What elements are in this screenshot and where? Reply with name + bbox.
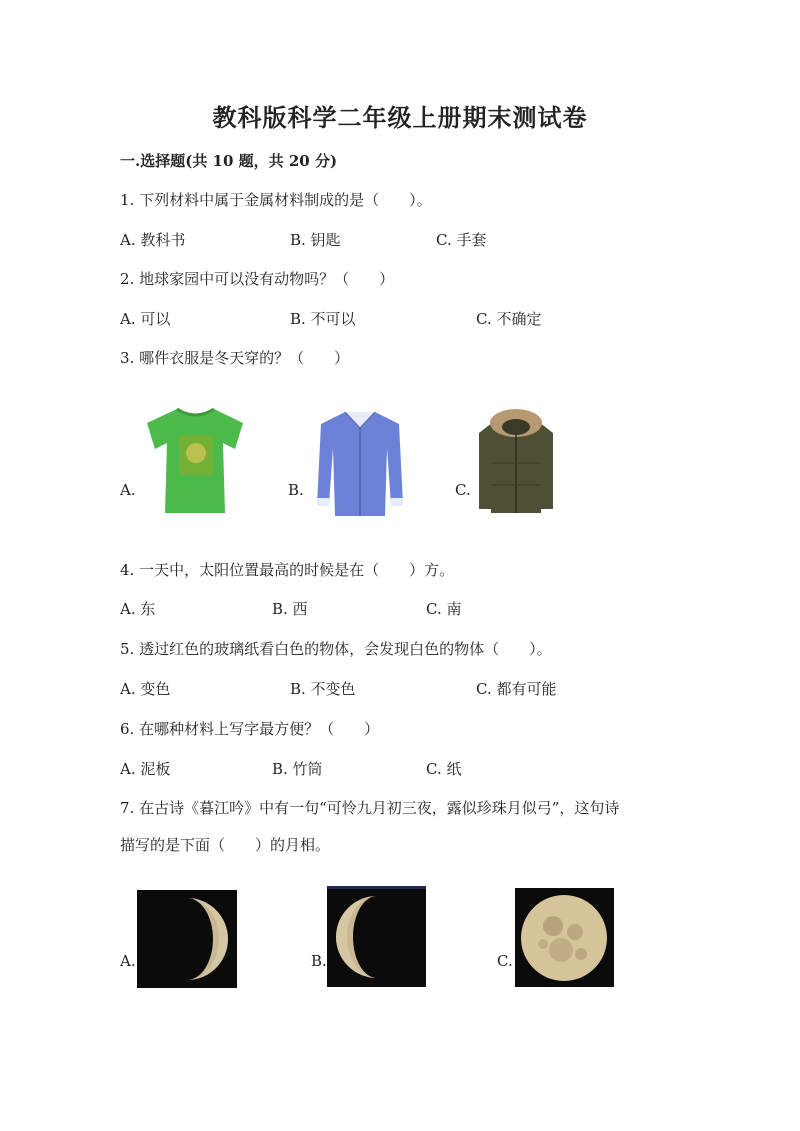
q6-option-a[interactable]: A. 泥板 bbox=[120, 760, 171, 778]
q1-option-a[interactable]: A. 教科书 bbox=[120, 231, 186, 249]
q3-option-b[interactable]: B. bbox=[288, 481, 304, 499]
question-2: 2. 地球家园中可以没有动物吗？（ ） bbox=[120, 270, 395, 288]
tshirt-image bbox=[143, 405, 248, 517]
question-4: 4. 一天中，太阳位置最高的时候是在（ ）方。 bbox=[120, 561, 455, 579]
question-7-line-2: 描写的是下面（ ）的月相。 bbox=[120, 836, 331, 854]
question-6: 6. 在哪种材料上写字最方便？（ ） bbox=[120, 720, 380, 738]
q7-option-c[interactable]: C. bbox=[497, 952, 513, 970]
q4-option-c[interactable]: C. 南 bbox=[426, 600, 462, 618]
q7-option-b[interactable]: B. bbox=[311, 952, 327, 970]
question-3: 3. 哪件衣服是冬天穿的？（ ） bbox=[120, 349, 350, 367]
q6-option-c[interactable]: C. 纸 bbox=[426, 760, 462, 778]
moon-crescent-right-image bbox=[137, 890, 237, 988]
page-title: 教科版科学二年级上册期末测试卷 bbox=[212, 103, 588, 132]
moon-crescent-left-image bbox=[327, 886, 426, 987]
full-moon-image bbox=[515, 888, 614, 987]
q2-option-b[interactable]: B. 不可以 bbox=[290, 310, 356, 328]
question-5: 5. 透过红色的玻璃纸看白色的物体，会发现白色的物体（ ）。 bbox=[120, 640, 552, 658]
q6-option-b[interactable]: B. 竹筒 bbox=[272, 760, 323, 778]
q5-option-c[interactable]: C. 都有可能 bbox=[476, 680, 557, 698]
q2-option-a[interactable]: A. 可以 bbox=[120, 310, 171, 328]
q1-option-c[interactable]: C. 手套 bbox=[436, 231, 487, 249]
q5-option-b[interactable]: B. 不变色 bbox=[290, 680, 356, 698]
section-heading: 一.选择题(共 10 题，共 20 分) bbox=[120, 152, 338, 170]
question-1: 1. 下列材料中属于金属材料制成的是（ ）。 bbox=[120, 191, 432, 209]
q4-option-a[interactable]: A. 东 bbox=[120, 600, 156, 618]
q4-option-b[interactable]: B. 西 bbox=[272, 600, 308, 618]
q1-option-b[interactable]: B. 钥匙 bbox=[290, 231, 341, 249]
shirt-image bbox=[315, 408, 405, 518]
winter-coat-image bbox=[475, 405, 557, 517]
question-7: 7. 在古诗《暮江吟》中有一句“可怜九月初三夜，露似珍珠月似弓”，这句诗 bbox=[120, 799, 620, 817]
q3-option-a[interactable]: A. bbox=[120, 481, 136, 499]
q7-option-a[interactable]: A. bbox=[120, 952, 136, 970]
q3-option-c[interactable]: C. bbox=[455, 481, 471, 499]
q2-option-c[interactable]: C. 不确定 bbox=[476, 310, 542, 328]
q5-option-a[interactable]: A. 变色 bbox=[120, 680, 171, 698]
